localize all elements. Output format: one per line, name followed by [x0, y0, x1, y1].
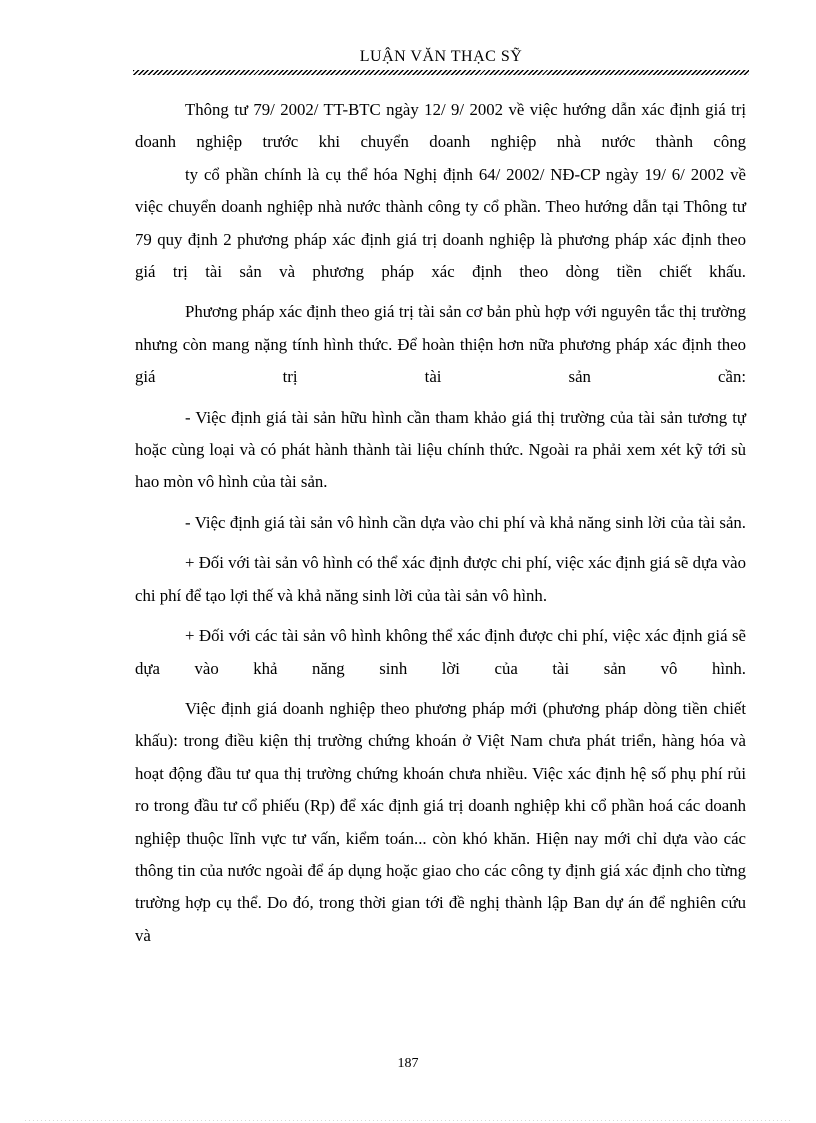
paragraph-intangible-without-cost: + Đối với các tài sản vô hình không thể xác định được chi phí, việc xác định giá sẽ dựa vào khả năng sinh lời của tài sản vô hình.: [135, 626, 746, 678]
paragraph-tangible-assets: - Việc định giá tài sản hữu hình cần tham khảo giá thị trường của tài sản tương tự hoặc cùng loại và có phát hành thành tài liệu chính thức. Ngoài ra phải xem xét kỹ tới sù hao mòn vô hình của tài sản.: [135, 407, 746, 492]
document-body: [135, 94, 746, 952]
page-header-title: LUẬN VĂN THẠC SỸ: [359, 48, 523, 65]
bottom-dotted-border: [25, 1120, 791, 1121]
page-number: 187: [397, 1056, 419, 1071]
header-rule: [133, 70, 749, 75]
paragraph-asset-method: Phương pháp xác định theo giá trị tài sản cơ bản phù hợp với nguyên tắc thị trường nhưng còn mang nặng tính hình thức. Để hoàn thiện hơn nữa phương pháp xác định theo giá trị tài sản cần:: [135, 302, 746, 387]
paragraph-circular-79: Thông tư 79/ 2002/ TT-BTC ngày 12/ 9/ 2002 về việc hướng dẫn xác định giá trị doanh nghiệp trước khi chuyển doanh nghiệp nhà nước thành công: [135, 100, 746, 152]
paragraph-intangible-assets: - Việc định giá tài sản vô hình cần dựa vào chi phí và khả năng sinh lời của tài sản.: [185, 512, 746, 532]
paragraph-discounted-cash-flow: Việc định giá doanh nghiệp theo phương pháp mới (phương pháp dòng tiền chiết khấu): trong điều kiện thị trường chứng khoán ở Việt Nam chưa phát triển, hàng hóa và hoạt động đầu tư qua thị trường chứng khoán chưa nhiều. Việc xác định hệ số phụ phí rủi ro trong đầu tư cổ phiếu (Rp) để xác định giá trị doanh nghiệp khi cổ phần hoá các doanh nghiệp thuộc lĩnh vực tư vấn, kiểm toán... còn khó khăn. Hiện nay mới chỉ dựa vào các thông tin của nước ngoài để áp dụng hoặc giao cho các công ty định giá xác định cho từng trường hợp cụ thể. Do đó, trong thời gian tới đề nghị thành lập Ban dự án để nghiên cứu và: [135, 698, 746, 945]
paragraph-decree-64: ty cổ phần chính là cụ thể hóa Nghị định 64/ 2002/ NĐ-CP ngày 19/ 6/ 2002 về việc chuyển doanh nghiệp nhà nước thành công ty cổ phần. Theo hướng dẫn tại Thông tư 79 quy định 2 phương pháp xác định giá trị doanh nghiệp là phương pháp xác định theo giá trị tài sản và phương pháp xác định theo dòng tiền chiết khấu.: [135, 164, 746, 282]
paragraph-intangible-with-cost: + Đối với tài sản vô hình có thể xác định được chi phí, việc xác định giá sẽ dựa vào chi phí để tạo lợi thế và khả năng sinh lời của tài sản vô hình.: [135, 553, 746, 605]
